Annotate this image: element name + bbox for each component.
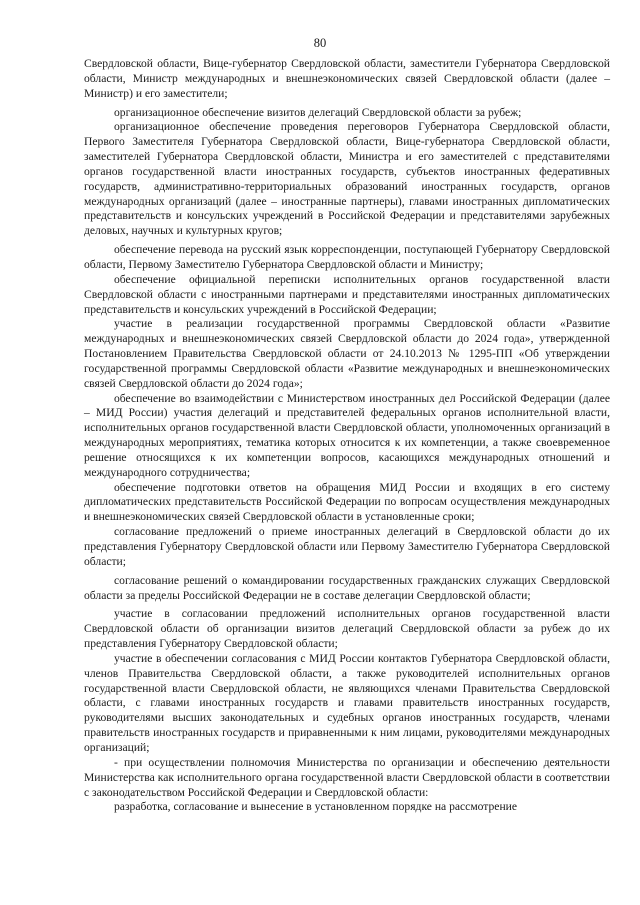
paragraph: - при осуществлении полномочия Министерства по организации и обеспечению деятельности Министерства как исполнительного органа государственной власти Свердловской области в соответствии с законодательством Российской Федерации и Свердловской области:: [84, 755, 610, 799]
paragraph: организационное обеспечение визитов делегаций Свердловской области за рубеж;: [114, 105, 522, 119]
paragraph: согласование предложений о приеме иностранных делегаций в Свердловской области до их представления Губернатору Свердловской области или Первому Заместителю Губернатора Свердловской области;: [84, 525, 610, 568]
paragraph: участие в реализации государственной программы Свердловской области «Развитие международных и внешнеэкономических связей Свердловской области до 2024 года», утвержденной Постановлением Правительства Свердловской области от 24.10.2013 № 1295-ПП «Об утверждении государственной программы Свердловской области «Развитие международных и внешнеэкономических связей Свердловской области до 2024 года»;: [84, 317, 610, 390]
paragraph: Свердловской области, Вице-губернатор Свердловской области, заместители Губернатора Свердловской области, Министр международных и внешнеэкономических связей Свердловской области (далее – Министр) и его заместители;: [84, 57, 610, 100]
paragraph: разработка, согласование и вынесение в установленном порядке на рассмотрение: [114, 800, 518, 814]
paragraph: согласование решений о командировании государственных гражданских служащих Свердловской области за пределы Российской Федерации не в составе делегации Свердловской области;: [84, 573, 610, 602]
paragraph: организационное обеспечение проведения переговоров Губернатора Свердловской области, Первого Заместителя Губернатора Свердловской области, Вице-губернатора Свердловской области, заместителей Губернатора Свердловской области, Министра и его заместителей с представителями органов государственной власти иностранных государств, субъектов иностранных федеративных государств, административно-территориальных образований иностранных государств, органов международных организаций (далее – иностранные партнеры), главами иностранных дипломатических представительств и консульских учреждений в Российской Федерации и представителями зарубежных деловых, научных и культурных кругов;: [84, 120, 610, 238]
paragraph: участие в согласовании предложений исполнительных органов государственной власти Свердловской области об организации визитов делегаций Свердловской области за рубеж до их представления Губернатору Свердловской области;: [84, 607, 610, 651]
paragraph: обеспечение официальной переписки исполнительных органов государственной власти Свердловской области с иностранными партнерами и представителями иностранных дипломатических представительств и консульских учреждений в Российской Федерации;: [84, 272, 610, 316]
document-body: [84, 57, 610, 815]
page-number: 80: [313, 36, 327, 50]
paragraph: обеспечение подготовки ответов на обращения МИД России и входящих в его систему дипломатических представительств Российской Федерации по вопросам осуществления международных и внешнеэкономических связей Свердловской области в установленные сроки;: [84, 480, 610, 524]
paragraph: обеспечение во взаимодействии с Министерством иностранных дел Российской Федерации (далее – МИД России) участия делегаций и представителей федеральных органов исполнительной власти, исполнительных органов государственной власти Свердловской области, уполномоченных организаций в международных мероприятиях, тематика которых относится к их компетенции, а также своевременное решение относящихся к их компетенции вопросов, касающихся международных отношений и международного сотрудничества;: [84, 391, 610, 479]
paragraph: участие в обеспечении согласования с МИД России контактов Губернатора Свердловской области, членов Правительства Свердловской области, а также руководителей исполнительных органов государственной власти Свердловской области, не являющихся членами Правительства Свердловской области, с главами иностранных государств и главами правительств иностранных государств, руководителями высших законодательных и судебных органов иностранных государств, членами правительств иностранных государств и приравненными к ним лицами, руководителями международных организаций;: [84, 651, 610, 754]
paragraph: обеспечение перевода на русский язык корреспонденции, поступающей Губернатору Свердловской области, Первому Заместителю Губернатора Свердловской области и Министру;: [84, 243, 610, 271]
